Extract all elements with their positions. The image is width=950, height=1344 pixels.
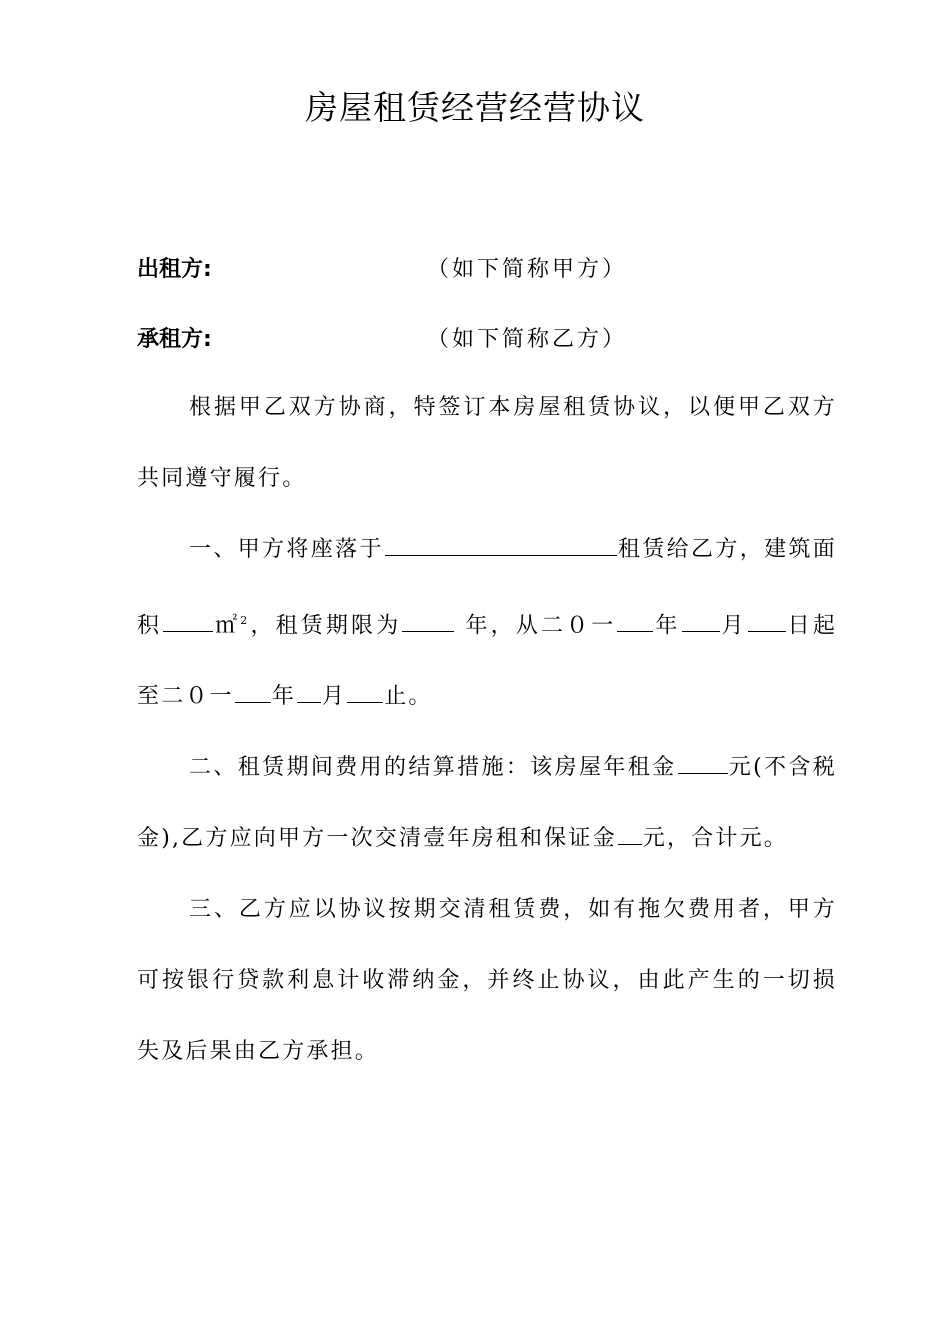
lessor-alias: （如下简称甲方） (427, 257, 628, 282)
address-blank (385, 535, 617, 556)
start-month-blank (682, 611, 720, 632)
agreement-body (137, 372, 837, 1087)
clause-1-text-6: 月 (720, 613, 747, 639)
clause-1-text-2: 租赁给乙方，建筑面积 (137, 537, 837, 639)
deposit-blank (618, 824, 642, 845)
lessee-label: 承租方: (137, 327, 212, 352)
clause-1-text-4: 年，从二０一 (455, 613, 617, 639)
clause-1-text-3: ，租赁期限为 (249, 613, 402, 639)
clause-1-text-10: 止。 (384, 684, 433, 710)
end-year-blank (235, 682, 271, 703)
intro-paragraph: 根据甲乙双方协商，特签订本房屋租赁协议，以便甲乙双方共同遵守履行。 (137, 395, 837, 491)
clause-2 (137, 732, 837, 874)
start-year-blank (617, 611, 653, 632)
area-unit-superscript: 2 (240, 614, 250, 627)
clause-1 (137, 514, 837, 732)
clause-1-text-1: 一、甲方将座落于 (189, 537, 384, 562)
clause-2-text-1: 二、租赁期间费用的结算措施：该房屋年租金 (189, 755, 677, 781)
lessor-line (137, 252, 837, 286)
start-day-blank (748, 611, 786, 632)
area-blank (163, 611, 213, 632)
document-title: 房屋租赁经营经营协议 (305, 88, 645, 127)
lessor-label: 出租方: (137, 257, 212, 282)
end-day-blank (347, 682, 383, 703)
clause-2-text-3: 元，合计元。 (642, 826, 788, 852)
clause-1-text-8: 年 (271, 684, 297, 710)
area-unit: ㎡ (214, 613, 241, 639)
clause-1-text-9: 月 (322, 684, 347, 710)
lessee-alias: （如下简称乙方） (427, 327, 628, 352)
clause-2-text-2: 元(不含税金),乙方应向甲方一次交清壹年房租和保证金 (137, 755, 837, 852)
clause-3: 三、乙方应以协议按期交清租赁费，如有拖欠费用者，甲方可按银行贷款利息计收滞纳金，并终止协议，由此产生的一切损失及后果由乙方承担。 (137, 897, 837, 1065)
annual-rent-blank (678, 753, 728, 774)
term-years-blank (402, 611, 454, 632)
clause-1-text-5: 年 (654, 613, 681, 639)
end-month-blank (297, 682, 321, 703)
lessee-line (137, 322, 837, 356)
clause-1-text-7: 日起至二０一 (137, 613, 838, 710)
